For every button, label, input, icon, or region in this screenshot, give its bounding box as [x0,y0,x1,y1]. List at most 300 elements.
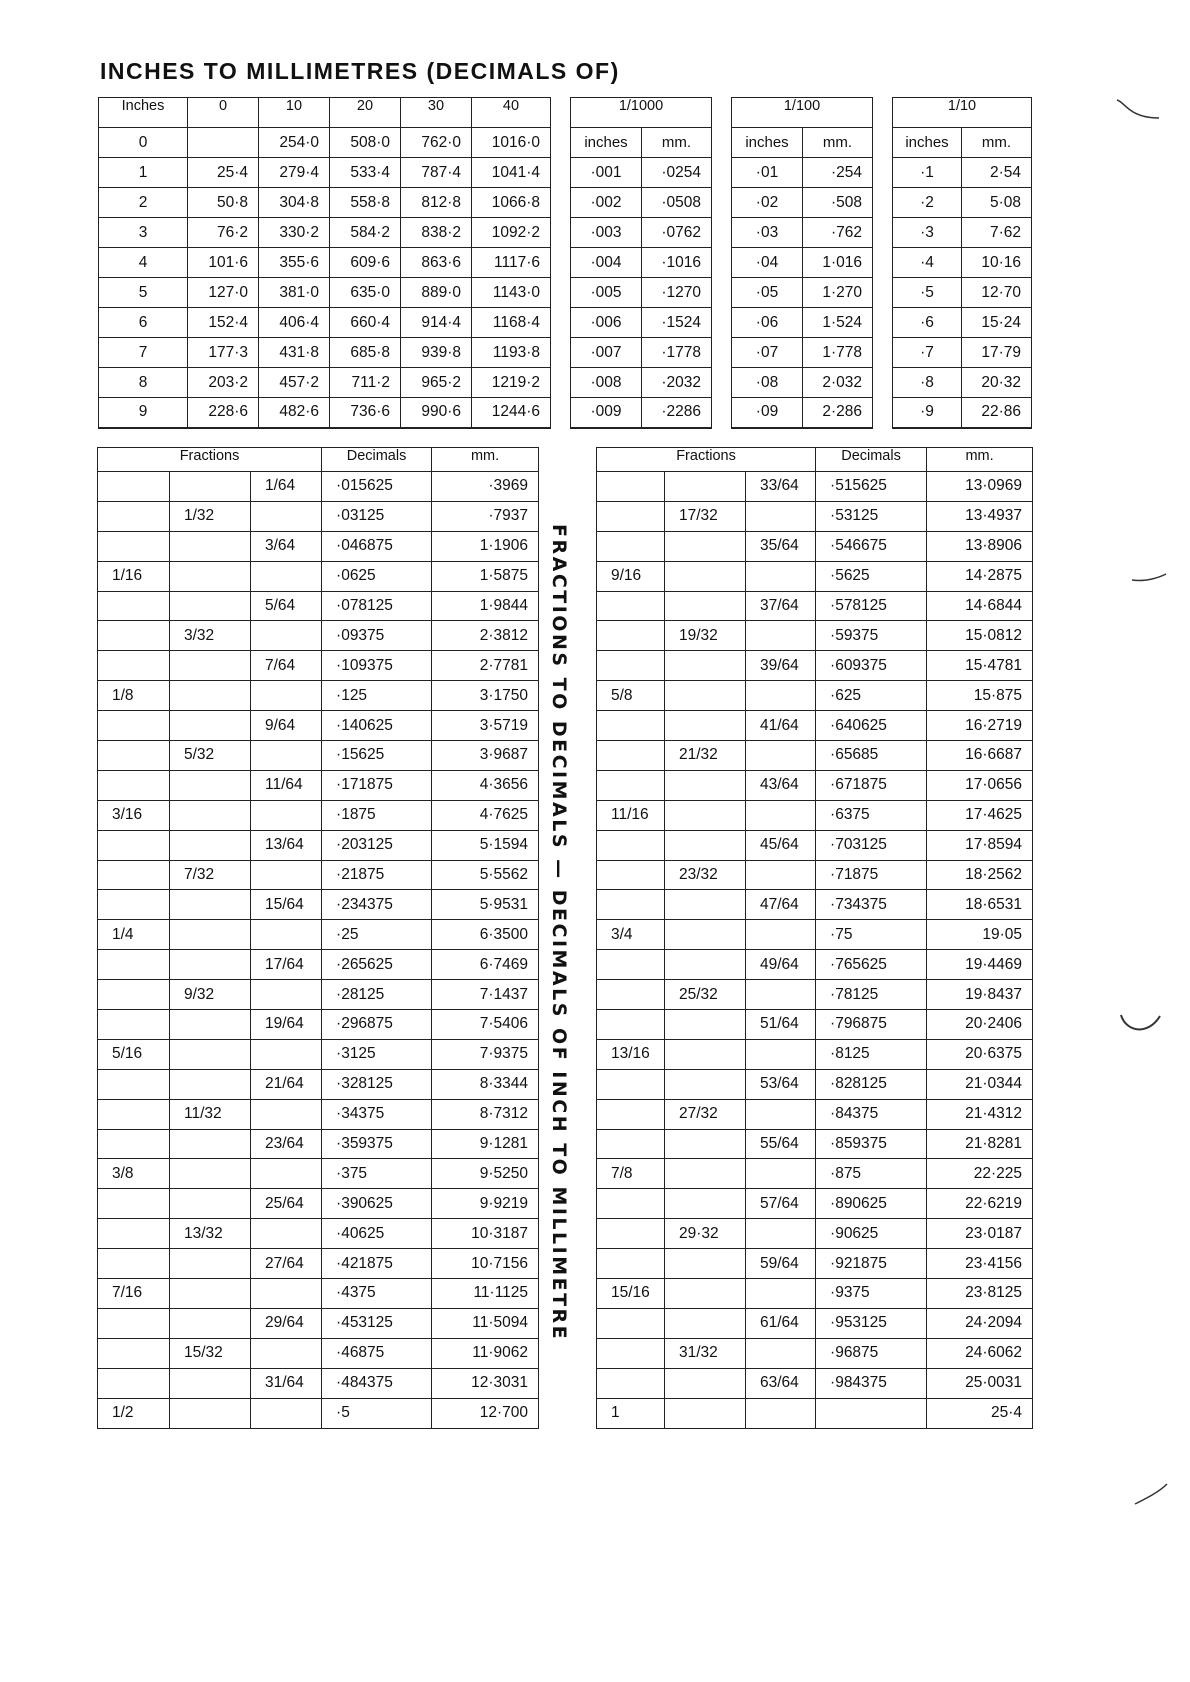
inches-cell: ·1 [893,158,962,188]
mm-cell: 15·0812 [927,621,1033,651]
sixteenths-cell [98,1099,170,1129]
decimal-cell: ·75 [816,920,927,950]
decimal-cell: ·8125 [816,1039,927,1069]
table-cell: 1193·8 [472,338,551,368]
table-row [597,770,1033,800]
inches-cell: ·06 [732,308,803,338]
thirtyseconds-cell: 25/32 [665,980,746,1010]
thirtyseconds-cell [170,651,251,681]
decimal-cell: ·796875 [816,1010,927,1040]
mm-cell: 15·24 [962,308,1032,338]
sixteenths-cell: 7/16 [98,1279,170,1309]
thirtyseconds-cell [665,561,746,591]
table-cell: 660·4 [330,308,401,338]
mm-cell: 7·5406 [432,1010,539,1040]
sixtyfourths-cell: 21/64 [251,1069,322,1099]
table-row [98,591,539,621]
decimal-cell: ·875 [816,1159,927,1189]
header-row [597,448,1033,472]
sixteenths-cell [98,1249,170,1279]
sixteenths-cell [597,890,665,920]
mm-cell: 19·05 [927,920,1033,950]
table-row [597,501,1033,531]
table-cell: 1117·6 [472,248,551,278]
sixteenths-cell: 5/16 [98,1039,170,1069]
inches-cell: ·02 [732,188,803,218]
mm-cell: ·2286 [642,398,712,428]
table-row [98,472,539,502]
subheader-row [571,128,712,158]
row-label: 0 [99,128,188,158]
sixtyfourths-cell [251,1099,322,1129]
mm-cell: 23·0187 [927,1219,1033,1249]
decimal-cell: ·078125 [322,591,432,621]
decimal-cell: ·34375 [322,1099,432,1129]
sixteenths-cell: 1/16 [98,561,170,591]
table-row [98,1249,539,1279]
inches-cell: ·002 [571,188,642,218]
row-label: 9 [99,398,188,428]
sixteenths-cell [98,472,170,502]
mm-cell: ·1778 [642,338,712,368]
sixtyfourths-cell: 19/64 [251,1010,322,1040]
table-row [732,368,873,398]
sixteenths-cell [98,980,170,1010]
row-label: 7 [99,338,188,368]
table-cell: 838·2 [401,218,472,248]
decimal-cell: ·859375 [816,1129,927,1159]
decimal-cell: ·296875 [322,1010,432,1040]
table-cell: 635·0 [330,278,401,308]
thirtyseconds-cell [665,1010,746,1040]
thirtyseconds-cell [665,1129,746,1159]
sixteenths-cell: 15/16 [597,1279,665,1309]
sixtyfourths-cell [746,561,816,591]
table-row [98,1129,539,1159]
sixtyfourths-cell [251,1159,322,1189]
mm-cell: 23·8125 [927,1279,1033,1309]
mm-cell: 22·225 [927,1159,1033,1189]
mm-cell: 1·016 [803,248,873,278]
decimal-cell: ·3125 [322,1039,432,1069]
sixteenths-cell [597,980,665,1010]
mm-cell: 2·54 [962,158,1032,188]
table-cell: 1168·4 [472,308,551,338]
mm-cell: 17·79 [962,338,1032,368]
subheader-row [732,128,873,158]
header-row [99,98,551,128]
table-cell: 1219·2 [472,368,551,398]
thirtyseconds-cell [665,1189,746,1219]
decimal-cell: ·90625 [816,1219,927,1249]
decimal-cell: ·9375 [816,1279,927,1309]
sixtyfourths-cell [746,920,816,950]
sixteenths-cell [597,950,665,980]
sixteenths-cell [98,711,170,741]
thirtyseconds-cell [665,1398,746,1428]
table-row [597,1249,1033,1279]
thirtyseconds-cell: 11/32 [170,1099,251,1129]
table-cell: 431·8 [259,338,330,368]
mm-cell: 20·2406 [927,1010,1033,1040]
thirtyseconds-cell [170,531,251,561]
sixtyfourths-cell: 45/64 [746,830,816,860]
table-header: 1/1000 [571,98,712,128]
sixtyfourths-cell [746,621,816,651]
row-label: 5 [99,278,188,308]
thirtyseconds-cell: 31/32 [665,1338,746,1368]
mm-cell: 20·6375 [927,1039,1033,1069]
table-row [597,800,1033,830]
table-row [98,561,539,591]
column-header: inches [893,128,962,158]
table-cell: 1041·4 [472,158,551,188]
thirtyseconds-cell [170,711,251,741]
table-row [99,248,551,278]
sixtyfourths-cell: 63/64 [746,1368,816,1398]
sixteenths-cell [98,1189,170,1219]
table-cell: 279·4 [259,158,330,188]
sixtyfourths-cell [251,501,322,531]
sixtyfourths-cell [746,1398,816,1428]
sixteenths-cell [597,741,665,771]
sixtyfourths-cell [251,1219,322,1249]
sixteenths-cell [98,890,170,920]
sixteenths-cell [597,1308,665,1338]
sixteenths-cell [98,621,170,651]
sixteenths-cell [98,741,170,771]
sixtyfourths-cell: 31/64 [251,1368,322,1398]
table-row [893,308,1032,338]
mm-cell: 13·4937 [927,501,1033,531]
sixteenths-cell: 11/16 [597,800,665,830]
sixtyfourths-cell [251,741,322,771]
mm-cell: 6·3500 [432,920,539,950]
thirtyseconds-cell [665,1308,746,1338]
sixteenths-cell [597,1069,665,1099]
table-row [99,338,551,368]
thirtyseconds-cell [170,1189,251,1219]
table-cell [188,128,259,158]
thirtyseconds-cell: 3/32 [170,621,251,651]
table-row [98,1069,539,1099]
thirtyseconds-cell [665,830,746,860]
sixteenths-cell [98,1308,170,1338]
mm-cell: 8·3344 [432,1069,539,1099]
table-row [732,158,873,188]
thirtyseconds-cell: 29·32 [665,1219,746,1249]
sixtyfourths-cell: 53/64 [746,1069,816,1099]
decimal-cell: ·453125 [322,1308,432,1338]
table-row [98,1159,539,1189]
row-label: 3 [99,218,188,248]
table-cell: 762·0 [401,128,472,158]
table-row [597,1069,1033,1099]
table-row [597,890,1033,920]
decimal-cell: ·15625 [322,741,432,771]
decimal-cell: ·96875 [816,1338,927,1368]
table-row [571,158,712,188]
table-row [98,1338,539,1368]
row-label: 8 [99,368,188,398]
thirtyseconds-cell [665,591,746,621]
table-row [571,308,712,338]
table-header: 1/10 [893,98,1032,128]
sixtyfourths-cell [251,1398,322,1428]
inches-cell: ·01 [732,158,803,188]
mm-cell: 25·4 [927,1398,1033,1428]
table-row [597,651,1033,681]
column-header: mm. [803,128,873,158]
table-row [98,651,539,681]
sixteenths-cell: 3/8 [98,1159,170,1189]
thirtyseconds-cell [665,651,746,681]
thirtyseconds-cell [170,950,251,980]
table-cell: 50·8 [188,188,259,218]
sixteenths-cell [98,1338,170,1368]
inches-cell: ·8 [893,368,962,398]
sixteenths-cell [597,651,665,681]
sixtyfourths-cell: 61/64 [746,1308,816,1338]
inches-cell: ·7 [893,338,962,368]
table-cell: 939·8 [401,338,472,368]
thirtyseconds-cell: 21/32 [665,741,746,771]
sixtyfourths-cell [746,800,816,830]
mm-cell: 2·3812 [432,621,539,651]
column-header: inches [732,128,803,158]
table-row [571,278,712,308]
table-row [99,398,551,428]
thirtyseconds-cell [170,1069,251,1099]
sixteenths-cell [98,1219,170,1249]
decimal-cell: ·5625 [816,561,927,591]
table-cell: 508·0 [330,128,401,158]
column-header: mm. [962,128,1032,158]
table-row [98,1368,539,1398]
sixtyfourths-cell [746,741,816,771]
sixteenths-cell [98,501,170,531]
sixtyfourths-cell [746,980,816,1010]
decimal-cell: ·328125 [322,1069,432,1099]
decimal-cell: ·546675 [816,531,927,561]
mm-cell: 22·6219 [927,1189,1033,1219]
table-row [98,890,539,920]
mm-cell: 18·2562 [927,860,1033,890]
table-cell: 889·0 [401,278,472,308]
decimal-cell: ·734375 [816,890,927,920]
table-row [732,338,873,368]
column-header: Inches [99,98,188,128]
decimal-cell: ·765625 [816,950,927,980]
decimal-cell: ·671875 [816,770,927,800]
mm-cell: 24·6062 [927,1338,1033,1368]
table-row [597,1279,1033,1309]
table-cell: 787·4 [401,158,472,188]
mm-cell: ·0254 [642,158,712,188]
fractions-table-right [596,447,1033,1429]
table-cell: 177·3 [188,338,259,368]
sixtyfourths-cell [746,681,816,711]
mm-cell: 2·286 [803,398,873,428]
thirtyseconds-cell: 19/32 [665,621,746,651]
table-row [597,1219,1033,1249]
sixteenths-cell: 13/16 [597,1039,665,1069]
sixteenths-cell [597,770,665,800]
inches-cell: ·09 [732,398,803,428]
sixteenths-cell [98,1010,170,1040]
table-row [893,338,1032,368]
sixtyfourths-cell: 47/64 [746,890,816,920]
mm-cell: 6·7469 [432,950,539,980]
inches-cell: ·005 [571,278,642,308]
thirtyseconds-cell [170,800,251,830]
table-cell: 355·6 [259,248,330,278]
thirtyseconds-cell: 15/32 [170,1338,251,1368]
table-row [597,531,1033,561]
decimal-cell: ·890625 [816,1189,927,1219]
mm-cell: 10·7156 [432,1249,539,1279]
inches-cell: ·07 [732,338,803,368]
inches-cell: ·003 [571,218,642,248]
header-row [893,98,1032,128]
table-row [98,980,539,1010]
mm-cell: ·254 [803,158,873,188]
thirtyseconds-cell [170,920,251,950]
mm-cell: 9·5250 [432,1159,539,1189]
column-header: Decimals [322,448,432,472]
sixtyfourths-cell [251,800,322,830]
table-row [571,368,712,398]
table-row [98,621,539,651]
column-header: 10 [259,98,330,128]
mm-cell: 17·0656 [927,770,1033,800]
mm-cell: 15·875 [927,681,1033,711]
sixteenths-cell [98,860,170,890]
decimal-cell: ·984375 [816,1368,927,1398]
table-row [597,681,1033,711]
mm-cell: 21·8281 [927,1129,1033,1159]
table-cell: 812·8 [401,188,472,218]
table-row [98,741,539,771]
header-row [98,448,539,472]
decimal-cell: ·09375 [322,621,432,651]
sixteenths-cell [597,1099,665,1129]
table-cell: 990·6 [401,398,472,428]
thirtyseconds-cell [170,1398,251,1428]
table-row [98,860,539,890]
mm-cell: 1·9844 [432,591,539,621]
decimal-cell: ·828125 [816,1069,927,1099]
decimal-cell: ·375 [322,1159,432,1189]
mm-cell: 2·7781 [432,651,539,681]
mm-cell: 7·9375 [432,1039,539,1069]
sixtyfourths-cell: 51/64 [746,1010,816,1040]
decimal-cell: ·84375 [816,1099,927,1129]
mm-cell: 19·4469 [927,950,1033,980]
mm-cell: 17·4625 [927,800,1033,830]
thirtyseconds-cell [170,472,251,502]
table-cell: 736·6 [330,398,401,428]
decimal-cell: ·109375 [322,651,432,681]
thirtyseconds-cell [170,1308,251,1338]
table-row [597,1189,1033,1219]
mm-cell: 8·7312 [432,1099,539,1129]
row-label: 4 [99,248,188,278]
table-cell: 584·2 [330,218,401,248]
sixtyfourths-cell [746,1219,816,1249]
table-cell: 406·4 [259,308,330,338]
mm-cell: 5·08 [962,188,1032,218]
table-cell: 304·8 [259,188,330,218]
table-row [893,188,1032,218]
decimal-cell: ·171875 [322,770,432,800]
table-row [98,1039,539,1069]
mm-cell: 11·1125 [432,1279,539,1309]
sixteenths-cell: 1/8 [98,681,170,711]
thirtyseconds-cell: 1/32 [170,501,251,531]
column-header: mm. [927,448,1033,472]
sixtyfourths-cell: 11/64 [251,770,322,800]
sixtyfourths-cell [251,860,322,890]
table-row [597,741,1033,771]
table-cell: 254·0 [259,128,330,158]
mm-cell: ·1524 [642,308,712,338]
table-cell: 25·4 [188,158,259,188]
thirtyseconds-cell [170,1279,251,1309]
inches-cell: ·9 [893,398,962,428]
sixtyfourths-cell: 25/64 [251,1189,322,1219]
decimal-cell: ·03125 [322,501,432,531]
mm-cell: 12·700 [432,1398,539,1428]
sixteenths-cell: 3/4 [597,920,665,950]
sixteenths-cell [98,1368,170,1398]
table-cell: 533·4 [330,158,401,188]
thirtyseconds-cell [170,770,251,800]
mm-cell: 3·1750 [432,681,539,711]
decimal-cell: ·015625 [322,472,432,502]
table-row [571,338,712,368]
inches-cell: ·03 [732,218,803,248]
table-row [98,800,539,830]
thirtyseconds-cell [170,591,251,621]
table-cell: 609·6 [330,248,401,278]
decimal-cell: ·25 [322,920,432,950]
sixtyfourths-cell: 17/64 [251,950,322,980]
table-row [597,950,1033,980]
inches-cell: ·008 [571,368,642,398]
table-row [571,188,712,218]
mm-cell: 3·9687 [432,741,539,771]
sixtyfourths-cell: 39/64 [746,651,816,681]
table-row [99,368,551,398]
table-row [98,711,539,741]
inches-table [98,97,551,429]
sixteenths-cell [98,531,170,561]
thirtyseconds-cell [170,890,251,920]
table-row [99,308,551,338]
decimal-cell: ·6375 [816,800,927,830]
mm-cell: 1·524 [803,308,873,338]
table-cell: 127·0 [188,278,259,308]
table-row [893,158,1032,188]
mm-cell: ·0762 [642,218,712,248]
thirtyseconds-cell [665,1069,746,1099]
inches-cell: ·4 [893,248,962,278]
mm-cell: ·7937 [432,501,539,531]
table-cell: 1244·6 [472,398,551,428]
column-header: Fractions [597,448,816,472]
row-label: 6 [99,308,188,338]
